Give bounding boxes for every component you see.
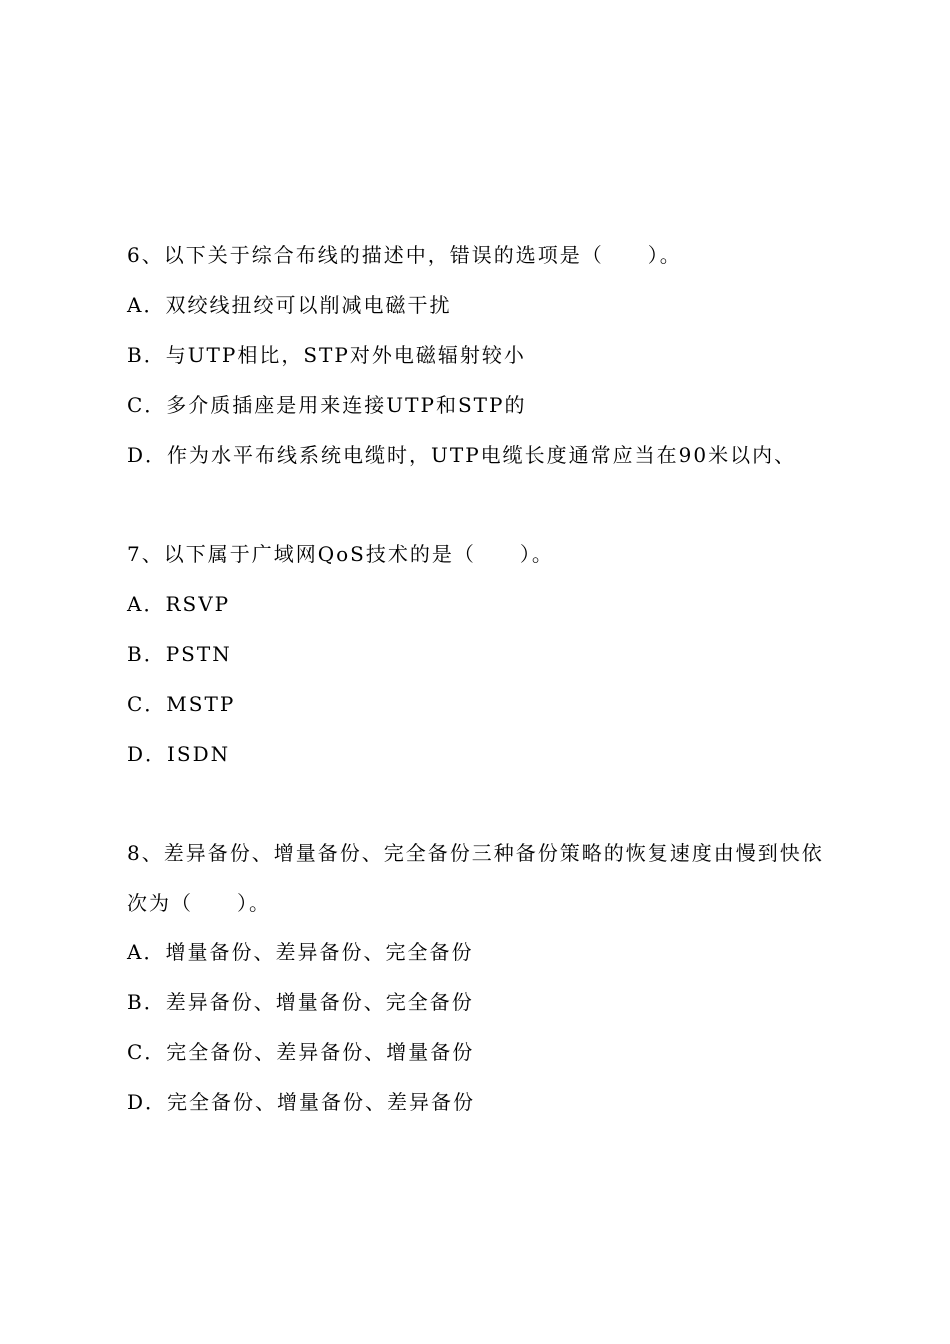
- question-7-stem: 7、以下属于广域网QoS技术的是（ ）。: [127, 542, 554, 566]
- question-8-option-b: B．差异备份、增量备份、完全备份: [127, 990, 474, 1014]
- question-7-option-a: A．RSVP: [127, 592, 231, 616]
- question-7-option-b: B．PSTN: [127, 642, 232, 666]
- question-8-option-c: C．完全备份、差异备份、增量备份: [127, 1040, 475, 1064]
- question-6-stem: 6、以下关于综合布线的描述中，错误的选项是（ ）。: [127, 243, 682, 267]
- question-6-option-b: B．与UTP相比，STP对外电磁辐射较小: [127, 343, 526, 367]
- question-8-option-a: A．增量备份、差异备份、完全备份: [127, 940, 474, 964]
- question-7-option-c: C．MSTP: [127, 692, 236, 716]
- question-6-option-d: D．作为水平布线系统电缆时，UTP电缆长度通常应当在90米以内、: [127, 443, 797, 467]
- question-8-stem-line-2: 次为（ ）。: [127, 891, 271, 915]
- question-6-option-a: A．双绞线扭绞可以削减电磁干扰: [127, 293, 452, 317]
- question-8-option-d: D．完全备份、增量备份、差异备份: [127, 1090, 476, 1114]
- question-7-option-d: D．ISDN: [127, 742, 231, 766]
- question-8-stem-line-1: 8、差异备份、增量备份、完全备份三种备份策略的恢复速度由慢到快依: [127, 841, 824, 865]
- question-6-option-c: C．多介质插座是用来连接UTP和STP的: [127, 393, 527, 417]
